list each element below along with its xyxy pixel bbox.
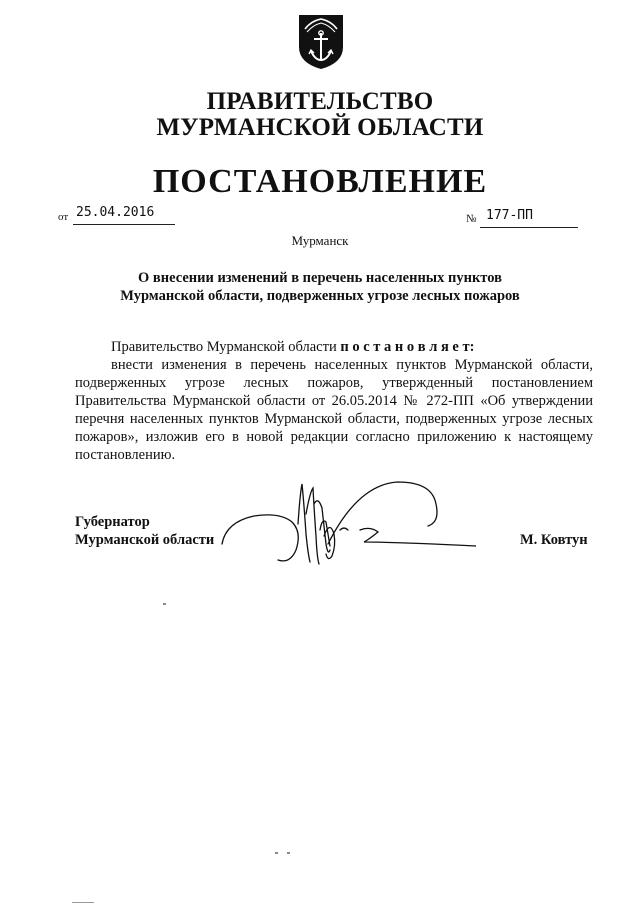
handwritten-signature xyxy=(218,474,476,574)
signatory-name: М. Ковтун xyxy=(520,532,588,548)
heading-line2: Мурманской области, подверженных угрозе лесных пожаров xyxy=(120,288,520,304)
body-paragraph: внести изменения в перечень населенных пунктов Мурманской области, подверженных угрозе лесных пожаров, утвержденный постановлением Правительства Мурманской области от 26.05.2014 № 272-ПП «Об утверждении перечня населенных пунктов Мурманской области, подверженных угрозе лесных пожаров», изложив его в новой редакции согласно приложению к настоящему постановлению. xyxy=(75,357,593,463)
document-type-title: ПОСТАНОВЛЕНИЕ xyxy=(152,163,488,200)
government-name-line2: МУРМАНСКОЙ ОБЛАСТИ xyxy=(156,114,484,141)
scan-speck xyxy=(287,852,290,854)
intro-verb: п о с т а н о в л я е т: xyxy=(340,339,475,355)
signatory-position-line2: Мурманской области xyxy=(75,532,215,548)
number-underline xyxy=(480,227,578,228)
scan-speck xyxy=(163,603,166,605)
document-date: 25.04.2016 xyxy=(76,205,155,220)
government-name-line1: ПРАВИТЕЛЬСТВО xyxy=(206,88,434,115)
number-block xyxy=(466,208,582,228)
document-number: 177-ПП xyxy=(486,208,533,223)
heading-line1: О внесении изменений в перечень населенных пунктов xyxy=(138,270,502,286)
signatory-position-line1: Губернатор xyxy=(75,514,150,530)
number-prefix: № xyxy=(466,213,477,225)
city-name: Мурманск xyxy=(291,233,349,248)
date-prefix: от xyxy=(58,211,69,223)
date-block xyxy=(58,205,178,225)
scan-speck xyxy=(275,852,278,854)
date-underline xyxy=(73,224,175,225)
scan-speck xyxy=(72,902,94,903)
document-heading xyxy=(90,269,550,305)
intro-sentence xyxy=(75,338,593,356)
murmansk-coat-of-arms-icon xyxy=(297,13,345,70)
intro-text: Правительство Мурманской области xyxy=(111,339,341,355)
